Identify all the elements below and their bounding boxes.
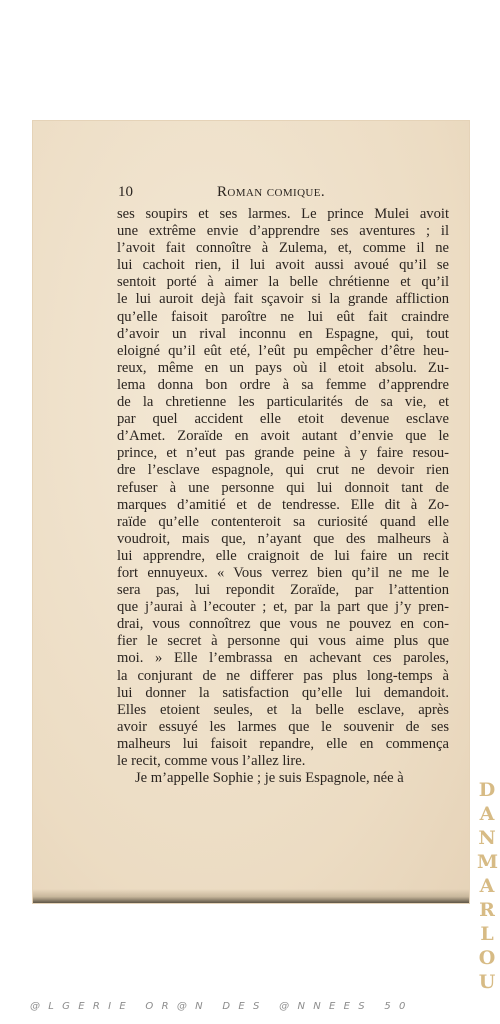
side-watermark-letter: U xyxy=(478,971,496,993)
text-line: fort ennuyeux. « Vous verrez bien qu’il ne me le xyxy=(117,564,449,581)
text-line: raïde qu’elle contenteroit sa curiosité quand elle xyxy=(117,513,449,530)
text-line: qu’elle faisoit paroître ne lui eût fait craindre xyxy=(117,308,449,325)
footer-watermark: @LGERIE OR@N DES @NNEES 50 xyxy=(30,1001,414,1012)
text-line: avoir essuyé les larmes que le souvenir de ses xyxy=(117,718,449,735)
side-watermark-letter: R xyxy=(479,899,495,921)
text-line: par quel accident elle etoit devenue esclave xyxy=(117,411,449,428)
text-line: lui cachoit rien, il lui avoit aussi avoué qu’il se xyxy=(117,257,449,274)
text-line: drai, vous connoîtrez que vous ne pouvez en con- xyxy=(117,616,449,633)
text-line: d’Amet. Zoraïde en avoit autant d’envie que le xyxy=(117,428,449,445)
text-line: la conjurant de ne differer pas plus long-temps à xyxy=(117,667,449,684)
side-watermark-letter: N xyxy=(478,827,496,849)
text-line: dre l’esclave espagnole, qui crut ne devoir rien xyxy=(117,462,449,479)
text-line: prince, et n’eut pas grande peine à y faire resou- xyxy=(117,445,449,462)
running-title: Roman comique. xyxy=(217,184,326,200)
text-line: d’avoir un rival inconnu en Espagne, qui, tout xyxy=(117,325,449,342)
text-line: moi. » Elle l’embrassa en achevant ces paroles, xyxy=(117,650,449,667)
text-line: l’avoit fait connoître à Zulema, et, comme il ne xyxy=(117,240,449,257)
text-line: lema donna bon ordre à sa femme d’apprendre xyxy=(117,376,449,393)
text-line: ses soupirs et ses larmes. Le prince Mulei avoit xyxy=(117,206,449,222)
text-line: fier le secret à personne qui vous aime plus que xyxy=(117,633,449,650)
side-watermark-letter: O xyxy=(478,947,496,969)
side-watermark-letter: A xyxy=(479,803,495,825)
text-line: lui donner la satisfaction qu’elle lui demandoit. xyxy=(117,684,449,701)
text-line: refuser à une personne qui lui donnoit tant de xyxy=(117,479,449,496)
text-line: voudroit, mais que, n’ayant que des malheurs à xyxy=(117,530,449,547)
book-page xyxy=(33,121,469,903)
text-line: que j’aurai à l’ecouter ; et, par la part que j’y pren- xyxy=(117,599,449,616)
text-line: sentoit porté à aimer la belle chrétienne et qu’il xyxy=(117,274,449,291)
text-line: le recit, comme vous l’allez lire. xyxy=(117,753,306,769)
text-line: le lui auroit dejà fait sçavoir si la grande affliction xyxy=(117,291,449,308)
side-watermark-letter: L xyxy=(480,923,494,945)
text-line: lui apprendre, elle craignoit de lui faire un recit xyxy=(117,547,449,564)
page-bottom-edge xyxy=(33,889,469,903)
text-line: une extrême envie d’apprendre ses aventures ; il xyxy=(117,223,449,240)
text-line: Je m’appelle Sophie ; je suis Espagnole, née à xyxy=(135,770,404,787)
text-line: eloigné qu’il eût eté, l’eût pu empêcher d’être heu- xyxy=(117,342,449,359)
text-line: malheurs lui faisoit repandre, elle en commença xyxy=(117,735,449,752)
side-watermark-letter: D xyxy=(478,779,496,801)
text-line: de la chretienne les particularités de sa vie, et xyxy=(117,394,449,411)
text-line: sera pas, lui repondit Zoraïde, par l’attention xyxy=(117,582,449,599)
body-text xyxy=(117,206,449,787)
text-line: Elles etoient seules, et la belle esclave, après xyxy=(117,701,449,718)
page-number: 10 xyxy=(118,184,133,200)
side-watermark xyxy=(477,778,499,993)
text-line: marques d’amitié et de tendresse. Elle dit à Zo- xyxy=(117,496,449,513)
side-watermark-letter: A xyxy=(479,875,495,897)
side-watermark-letter: M xyxy=(477,851,499,873)
text-line: reux, même en un pays où il etoit absolu. Zu- xyxy=(117,359,449,376)
running-head xyxy=(118,184,458,200)
